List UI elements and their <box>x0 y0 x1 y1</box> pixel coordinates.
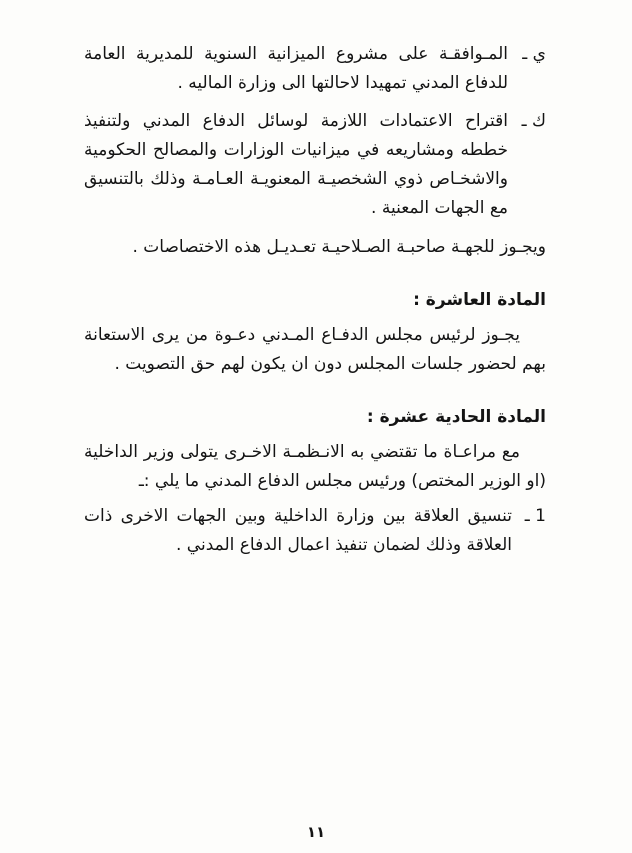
numbered-list-item <box>84 502 546 560</box>
numbered-item-marker: 1 ـ <box>524 506 546 526</box>
article-eleven-heading: المادة الحادية عشرة : <box>366 407 546 427</box>
list-item-y <box>84 40 546 98</box>
list-item-marker: ي ـ <box>522 44 546 64</box>
article-ten-body: يجـوز لرئيس مجلس الدفـاع المـدني دعـوة من يرى الاستعانة بهم لحضور جلسات المجلس دون ان يكون لهم حق التصويت . <box>84 325 546 374</box>
numbered-item-text: تنسيق العلاقة بين وزارة الداخلية وبين الجهات الاخرى ذات العلاقة وذلك لضمان تنفيذ اعمال الدفاع المدني . <box>84 506 512 555</box>
article-eleven-intro: مع مراعـاة ما تقتضي به الانـظمـة الاخـرى يتولى وزير الداخلية (او الوزير المختص) ورئيس مجلس الدفاع المدني ما يلي :ـ <box>84 442 546 491</box>
amendment-note: ويجـوز للجهـة صاحبـة الصـلاحيـة تعـديـل هذه الاختصاصات . <box>132 237 546 257</box>
list-item-text: المـوافقـة على مشروع الميزانية السنوية للمديرية العامة للدفاع المدني تمهيدا لاحالتها الى وزارة الماليه . <box>84 44 508 93</box>
page-number: ١١ <box>306 823 326 841</box>
list-item-marker: ك ـ <box>521 111 546 131</box>
list-item-text: اقتراح الاعتمادات اللازمة لوسائل الدفاع المدني ولتنفيذ خططه ومشاريعه في ميزانيات الوزارات والمصالح الحكومية والاشخـاص ذوي الشخصيـة المعنويـة العـامـة وذلك بالتنسيق مع الجهات المعنية . <box>84 111 508 218</box>
list-item-k <box>84 107 546 223</box>
page-content <box>84 40 546 560</box>
article-ten-heading: المادة العاشرة : <box>413 290 546 310</box>
